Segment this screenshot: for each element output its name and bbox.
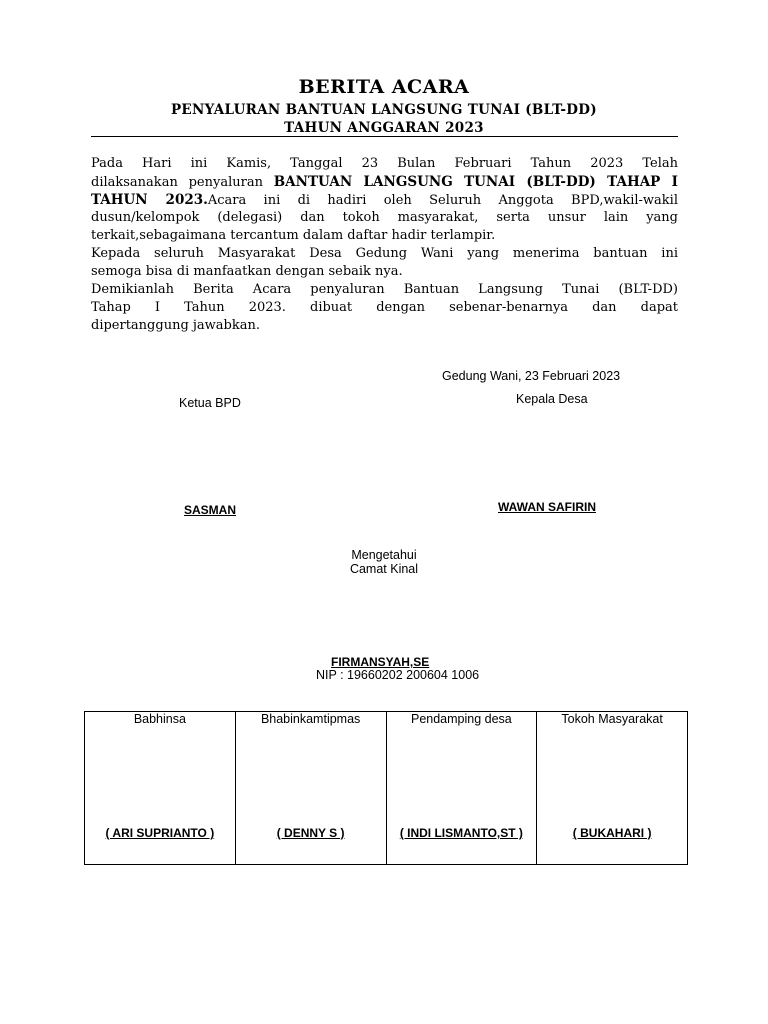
paragraph-line: Pada Hari ini Kamis, Tanggal 23 Bulan Februari Tahun 2023 Telah: [91, 156, 678, 171]
left-signer-name: SASMAN: [184, 503, 237, 517]
camat-name: FIRMANSYAH,SE: [331, 655, 430, 669]
acknowledge-label: Mengetahui: [351, 548, 417, 562]
table-row: [85, 712, 688, 865]
document-subtitle: PENYALURAN BANTUAN LANGSUNG TUNAI (BLT-DD): [170, 102, 597, 118]
right-signer-role: Kepala Desa: [516, 392, 588, 406]
table-cell-babhinsa: [85, 712, 236, 865]
cell-name: ( BUKAHARI ): [572, 826, 652, 840]
paragraph-line: semoga bisa di manfaatkan dengan sebaik nya.: [91, 264, 403, 279]
cell-name: ( DENNY S ): [276, 826, 345, 840]
document-subtitle-year: TAHUN ANGGARAN 2023: [284, 120, 484, 136]
paragraph-text: Acara ini di hadiri oleh Seluruh Anggota BPD,wakil-wakil: [207, 193, 678, 208]
paragraph-line: [91, 191, 678, 210]
paragraph-bold-text: TAHUN 2023.: [91, 192, 208, 208]
table-cell-pendamping-desa: [386, 712, 537, 865]
table-cell-tokoh-masyarakat: [537, 712, 688, 865]
left-signer-role: Ketua BPD: [179, 396, 241, 410]
camat-nip: NIP : 19660202 200604 1006: [316, 668, 480, 682]
paragraph-line: Kepada seluruh Masyarakat Desa Gedung Wani yang menerima bantuan ini: [91, 246, 678, 261]
paragraph-line: dusun/kelompok (delegasi) dan tokoh masyarakat, serta unsur lain yang: [91, 210, 678, 225]
cell-name: ( INDI LISMANTO,ST ): [399, 826, 523, 840]
right-signer-name: WAWAN SAFIRIN: [498, 500, 596, 514]
cell-name: ( ARI SUPRIANTO ): [105, 826, 215, 840]
paragraph-line: dipertanggung jawabkan.: [91, 318, 261, 333]
paragraph-line: [91, 173, 678, 192]
cell-role: Pendamping desa: [410, 712, 512, 726]
paragraph-bold-text: BANTUAN LANGSUNG TUNAI (BLT-DD) TAHAP I: [273, 174, 678, 190]
witness-signature-table: [84, 711, 688, 865]
paragraph-line: terkait,sebagaimana tercantum dalam daftar hadir terlampir.: [91, 228, 496, 243]
cell-role: Bhabinkamtipmas: [260, 712, 361, 726]
cell-role: Tokoh Masyarakat: [561, 712, 663, 726]
table-cell-bhabinkamtipmas: [235, 712, 386, 865]
paragraph-text: dilaksanakan penyaluran: [91, 175, 274, 190]
cell-role: Babhinsa: [133, 712, 186, 726]
document-title: BERITA ACARA: [298, 76, 470, 98]
paragraph-line: Demikianlah Berita Acara penyaluran Bantuan Langsung Tunai (BLT-DD): [91, 282, 678, 297]
paragraph-line: Tahap I Tahun 2023. dibuat dengan sebenar-benarnya dan dapat: [91, 300, 678, 315]
acknowledge-office: Camat Kinal: [349, 562, 419, 576]
header-rule: [91, 136, 678, 137]
place-date: Gedung Wani, 23 Februari 2023: [442, 369, 621, 383]
